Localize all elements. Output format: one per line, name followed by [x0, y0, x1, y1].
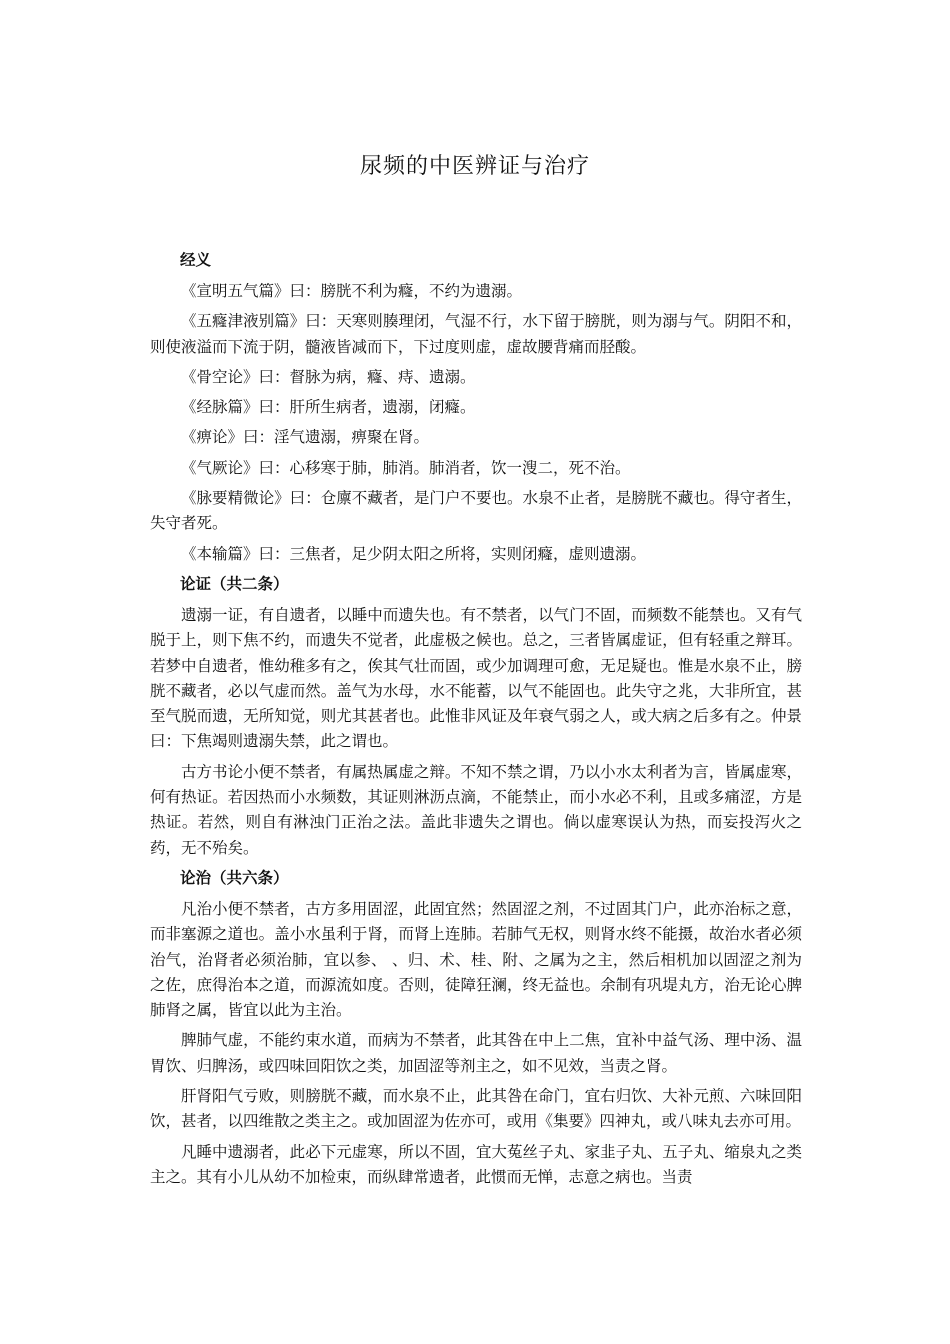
paragraph: 古方书论小便不禁者，有属热属虚之辩。不知不禁之谓，乃以小水太利者为言，皆属虚寒，何有热证。若因热而小水频数，其证则淋沥点滴，不能禁止，而小水必不利，且或多痛涩，方是热证。若然，则自有淋浊门正治之法。盖此非遗失之谓也。倘以虚寒误认为热，而妄投泻火之药，无不殆矣。: [150, 762, 802, 857]
paragraph: 脾肺气虚，不能约束水道，而病为不禁者，此其咎在中上二焦，宜补中益气汤、理中汤、温胃饮、归脾汤，或四味回阳饮之类，加固涩等剂主之，如不见效，当责之肾。: [150, 1031, 802, 1075]
paragraph: 《经脉篇》曰：肝所生病者，遗溺，闭癃。: [181, 398, 476, 417]
section-heading-jingyi: 经义: [180, 251, 212, 269]
page-title: 尿频的中医辨证与治疗: [359, 154, 590, 179]
paragraph: 《宣明五气篇》曰：膀胱不利为癃，不约为遗溺。: [181, 282, 523, 300]
paragraph: 《五癃津液别篇》曰：天寒则腠理闭，气湿不行，水下留于膀胱，则为溺与气。阴阳不和，则使液溢而下流于阴，髓液皆减而下，下过度则虚，虚故腰背痛而胫酸。: [150, 312, 802, 356]
paragraph: 《本输篇》曰：三焦者，足少阴太阳之所将，实则闭癃，虚则遗溺。: [181, 544, 647, 563]
paragraph: 肝肾阳气亏败，则膀胱不藏，而水泉不止，此其咎在命门，宜右归饮、大补元煎、六味回阳饮，甚者，以四维散之类主之。或加固涩为佐亦可，或用《集要》四神丸，或八味丸去亦可用。: [150, 1087, 802, 1131]
paragraph: 《气厥论》曰：心移寒于肺，肺消。肺消者，饮一溲二，死不治。: [181, 458, 631, 477]
paragraph: 遗溺一证，有自遗者，以睡中而遗失也。有不禁者，以气门不固，而频数不能禁也。又有气脱于上，则下焦不约，而遗失不觉者，此虚极之候也。总之，三者皆属虚证，但有轻重之辩耳。若梦中自遗者，惟幼稚多有之，俟其气壮而固，或少加调理可愈，无足疑也。惟是水泉不止，膀胱不藏者，必以气虚而然。盖气为水母，水不能蓄，以气不能固也。此失守之兆，大非所宜，甚至气脱而遗，无所知觉，则尤其甚者也。此惟非风证及年衰气弱之人，或大病之后多有之。仲景曰：下焦竭则遗溺失禁，此之谓也。: [150, 605, 802, 751]
paragraph: 《痹论》曰：淫气遗溺，痹聚在肾。: [181, 428, 430, 447]
paragraph: 凡治小便不禁者，古方多用固涩，此固宜然；然固涩之剂，不过固其门户，此亦治标之意，而非塞源之道也。盖小水虽利于肾，而肾上连肺。若肺气无权，则肾水终不能摄，故治水者必须治气，治肾者必须治肺，宜以参、 、归、术、桂、附、之属为之主，然后相机加以固涩之剂为之佐，庶得治本之道，而源流如度。否则，徒障狂澜，终无益也。余制有巩堤丸方，治无论心脾肺肾之属，皆宜以此为主治。: [150, 899, 802, 1020]
section-heading-lunzhi: 论治（共六条）: [180, 868, 289, 887]
paragraph: 《骨空论》曰：督脉为病，癃、痔、遗溺。: [181, 367, 476, 386]
paragraph: 凡睡中遗溺者，此必下元虚寒，所以不固，宜大菟丝子丸、家韭子丸、五子丸、缩泉丸之类主之。其有小儿从幼不加检束，而纵肆常遗者，此惯而无惮，志意之病也。当责: [150, 1142, 802, 1186]
section-heading-lunzheng: 论证（共二条）: [180, 574, 289, 593]
paragraph: 《脉要精微论》曰：仓廪不藏者，是门户不要也。水泉不止者，是膀胱不藏也。得守者生，失守者死。: [150, 489, 802, 533]
document-body: [150, 248, 802, 1195]
